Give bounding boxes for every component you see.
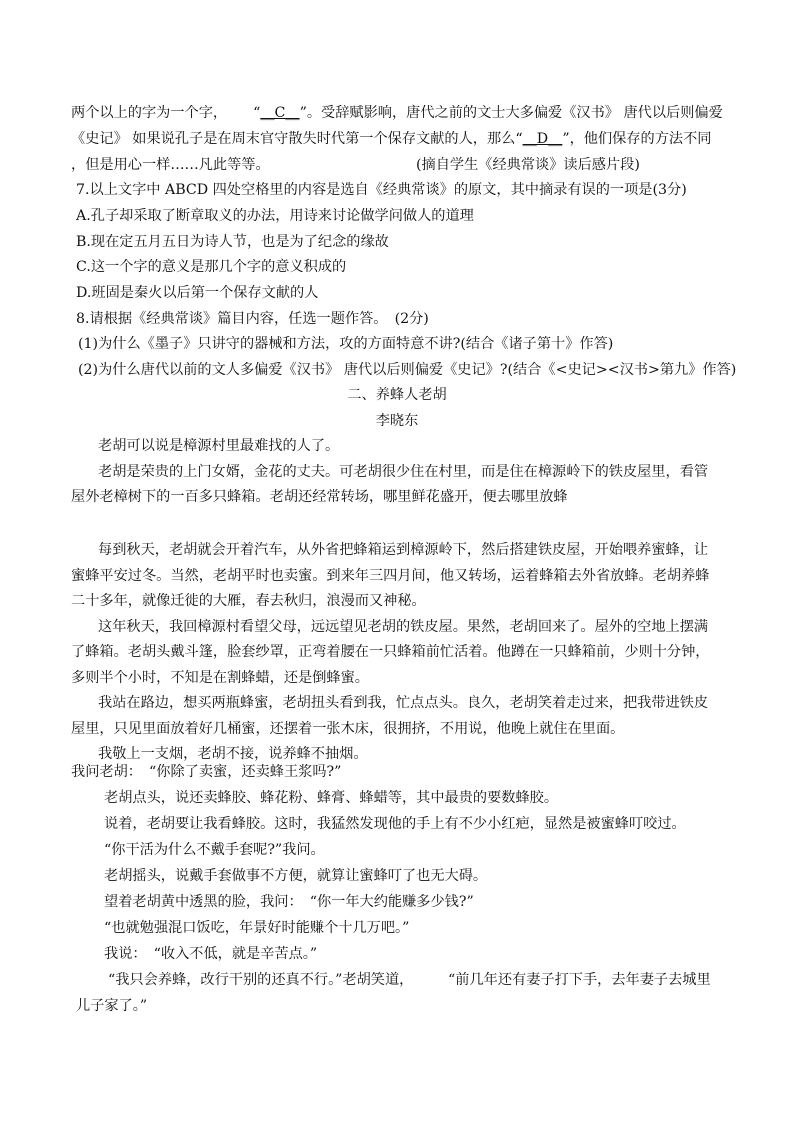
question-7-option-b: B.现在定五月五日为诗人节，也是为了纪念的缘故 xyxy=(76,234,389,250)
question-7-option-a: A.孔子却采取了断章取义的办法，用诗来讨论做学问做人的道理 xyxy=(76,208,474,224)
article-title: 二、养蜂人老胡 xyxy=(347,387,447,403)
article-line: “前几年还有妻子打下手，去年妻子去城里 xyxy=(448,972,711,988)
article-line: 二十多年，就像迁徙的大雁，春去秋归，浪漫而又神秘。 xyxy=(71,593,426,609)
passage-text: 《史记》 如果说孔子是在周末官守散失时代第一个保存文献的人，那么“ xyxy=(71,131,523,147)
passage-line-3 xyxy=(71,155,270,175)
article-line: “也就勉强混口饭吃，年景好时能赚个十几万吧。” xyxy=(104,920,410,936)
question-7-option-d: D.班固是秦火以后第一个保存文献的人 xyxy=(76,285,319,301)
article-line: 儿子家了。” xyxy=(76,998,148,1014)
passage-text: ”，他们保存的方法不同 xyxy=(562,131,712,147)
article-line: 说着，老胡要让我看蜂胶。这时，我猛然发现他的手上有不少小红疤，显然是被蜜蜂叮咬过。 xyxy=(104,816,686,832)
article-line: 这年秋天，我回樟源村看望父母，远远望见老胡的铁皮屋。果然，老胡回来了。屋外的空地上摆满 xyxy=(98,619,709,635)
article-line: 我敬上一支烟，老胡不接，说养蜂不抽烟。 xyxy=(98,746,368,762)
article-line: 望着老胡黄中透黑的脸，我问： “你一年大约能赚多少钱?” xyxy=(104,894,474,910)
article-line: 老胡是荣贵的上门女婿，金花的丈夫。可老胡很少住在村里，而是住在樟源岭下的铁皮屋里，看管 xyxy=(98,464,709,480)
passage-text: 两个以上的字为一个字， xyxy=(71,105,228,121)
blank-d: __D__ xyxy=(522,131,563,147)
article-line: 屋外老樟树下的一百多只蜂箱。老胡还经常转场，哪里鲜花盛开，便去哪里放蜂 xyxy=(71,489,568,505)
quote-mark: “ xyxy=(253,105,261,121)
article-line: 我问老胡： “你除了卖蜜，还卖蜂王浆吗?” xyxy=(71,764,342,780)
passage-text: ，但是用心一样……凡此等等。 xyxy=(71,157,270,173)
article-line: 每到秋天，老胡就会开着汽车，从外省把蜂箱运到樟源岭下，然后搭建铁皮屋，开始喂养蜜蜂，让 xyxy=(98,542,709,558)
passage-line-2 xyxy=(71,129,711,149)
article-line: 我站在路边，想买两瓶蜂蜜，老胡扭头看到我，忙点点头。良久，老胡笑着走过来，把我带进铁皮 xyxy=(98,695,709,711)
article-line: 老胡摇头，说戴手套做事不方便，就算让蜜蜂叮了也无大碍。 xyxy=(104,868,488,884)
article-line: 老胡可以说是樟源村里最难找的人了。 xyxy=(98,438,340,454)
passage-line-1 xyxy=(71,103,723,123)
article-author: 李晓东 xyxy=(375,413,419,429)
passage-text: ”。受辞赋影响，唐代之前的文士大多偏爱《汉书》 唐代以后则偏爱 xyxy=(299,105,723,121)
question-8-option-2: (2)为什么唐代以前的文人多偏爱《汉书》 唐代以后则偏爱《史记》?(结合《<史记><汉书>第九》作答) xyxy=(78,362,737,378)
question-8-option-1: (1)为什么《墨子》只讲守的器械和方法，攻的方面特意不讲?(结合《诸子第十》作答) xyxy=(78,336,614,352)
blank-c: __C__ xyxy=(260,105,300,121)
question-8-stem: 8.请根据《经典常谈》篇目内容，任选一题作答。 (2分) xyxy=(76,311,429,327)
article-line: 蜜蜂平安过冬。当然，老胡平时也卖蜜。到来年三四月间，他又转场，运着蜂箱去外省放蜂。老胡养蜂 xyxy=(71,568,710,584)
article-line: 我说： “收入不低，就是辛苦点。” xyxy=(104,946,318,962)
article-line: 了蜂箱。老胡头戴斗篷，脸套纱罩，正弯着腰在一只蜂箱前忙活着。他蹲在一只蜂箱前，少则十分钟， xyxy=(71,644,710,660)
question-7-stem: 7.以上文字中 ABCD 四处空格里的内容是选自《经典常谈》的原文，其中摘录有误的一项是(3分) xyxy=(76,182,687,198)
article-line: “我只会养蜂，改行干别的还真不行。”老胡笑道， xyxy=(108,972,414,988)
passage-source: (摘自学生《经典常谈》读后感片段) xyxy=(416,157,640,173)
article-line: 老胡点头，说还卖蜂胶、蜂花粉、蜂膏、蜂蜡等，其中最贵的要数蜂胶。 xyxy=(104,790,559,806)
question-7-option-c: C.这一个字的意义是那几个字的意义积成的 xyxy=(76,259,347,275)
article-line: 屋里，只见里面放着好几桶蜜，还摆着一张木床，很拥挤，不用说，他晚上就住在里面。 xyxy=(71,721,625,737)
article-line: “你干活为什么不戴手套呢?”我问。 xyxy=(104,842,325,858)
article-line: 多则半个小时，不知是在割蜂蜡，还是倒蜂蜜。 xyxy=(71,670,369,686)
